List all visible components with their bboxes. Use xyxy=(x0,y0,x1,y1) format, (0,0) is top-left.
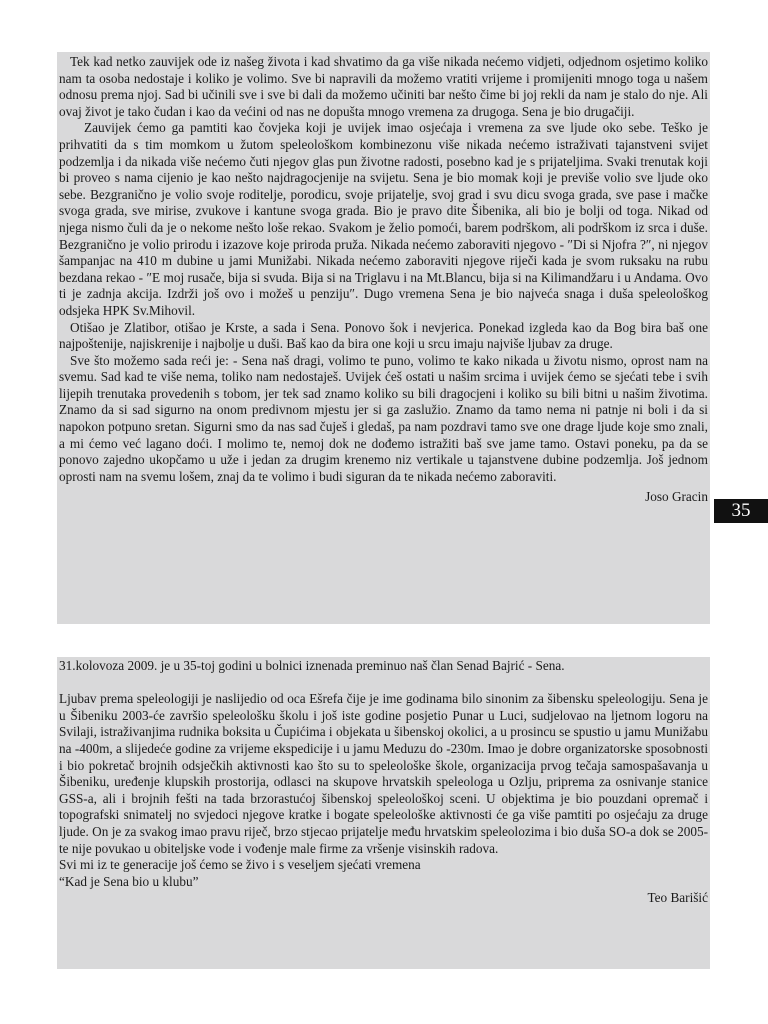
spacer xyxy=(59,675,708,692)
obituary-intro: 31.kolovoza 2009. je u 35-toj godini u bolnici iznenada preminuo naš član Senad Bajrić - Sena. xyxy=(59,658,565,673)
tribute-box-barisic xyxy=(57,657,710,969)
closing-quote: “Kad je Sena bio u klubu” xyxy=(59,873,199,889)
author-signature: Joso Gracin xyxy=(645,489,708,505)
closing-line: Svi mi iz te generacije još ćemo se živo i s veseljem sjećati vremena xyxy=(59,857,421,873)
paragraph: Tek kad netko zauvijek ode iz našeg života i kad shvatimo da ga više nikada nećemo vidjeti, odjednom osjetimo koliko nam ta osoba nedostaje i koliko je volimo. Sve bi napravili da možemo vratiti vrijeme i promijeniti mnogo toga u našem odnosu prema njoj. Sad bi učinili sve i sve bi dali da možemo učiniti bar nešto čime bi joj rekli da nam je stalo do nje. Ali ovaj život je tako čudan i kao da većini od nas ne dopušta mnogo vremena za drugoga. Sena je bio drugačiji. xyxy=(59,54,708,119)
paragraph: Zauvijek ćemo ga pamtiti kao čovjeka koji je uvijek imao osjećaja i vremena za sve ljude oko sebe. Teško je prihvatiti da s tim momkom u žutom speleološkom kombinezonu više nikada nećemo istraživati tajanstveni svijet podzemlja i da nikada više nećemo čuti njegov glas pun životne radosti, posebno kad je s prijateljima. Svaki trenutak koji bi proveo s nama cijenio je kao nešto najdragocjenije na svijetu. Sena je bio momak koji je previše volio sve ljude oko sebe. Bezgranično je volio svoje roditelje, porodicu, svoje prijatelje, svoj grad i svu dicu svoga grada, sve pase i mačke svoga grada, sve mirise, zvukove i kantune svoga grada. Bio je pravo dite Šibenika, ali bio je bolji od toga. Nikad od njega nismo čuli da je o nekome nešto loše rekao. Svakom je želio pomoći, barem podrškom, ali podrškom iz srca i duše. Bezgranično je volio prirodu i izazove koje priroda pruža. Nikada nećemo zaboraviti njegovo - ″Di si Njofra ?″, ni njegov šampanjac na 410 m dubine u jami Munižabi. Nikada nećemo zaboraviti njegove riječi kada je svom ruksaku na rubu bezdana rekao - ″E moj rusače, bija si svuda. Bija si na Triglavu i na Mt.Blancu, bija si na Kilimandžaru i u Andama. Ovo ti je zadnja akcija. Izdrži još ovo i možeš u penziju″. Dugo vremena Sena je bio najveća snaga i duša speleološkog odsjeka HPK Sv.Mihovil. xyxy=(59,120,708,318)
page-number: 35 xyxy=(714,499,768,523)
paragraph: Sve što možemo sada reći je: - Sena naš dragi, volimo te puno, volimo te kako nikada u životu nismo, oprost nam na svemu. Sad kad te više nema, toliko nam nedostaješ. Uvijek ćeš ostati u našim srcima i uvijek ćemo se sjećati tebe i svih lijepih trenutaka provedenih s tobom, jer tek sad znamo koliko su bili dragocjeni i koliko su bili bitni u našim životima. Znamo da si sad sigurno na onom predivnom mjestu jer si ga zaslužio. Znamo da tamo nema ni patnje ni boli i da si napokon potpuno sretan. Sigurni smo da nas sad čuješ i gledaš, pa nam pozdravi tamo sve one drage ljude koje smo znali, a mi ćemo već lagano doći. I molimo te, nemoj dok ne dođemo istražiti baš sve jame tamo. Ostavi poneku, pa da se ponovo zajedno ukopčamo u uže i jedan za drugim krenemo niz vertikale u tajanstvene dubine podzemlja. Još jednom oprosti nam na svemu lošem, znaj da te volimo i budi siguran da te nikada nećemo zaboraviti. xyxy=(59,352,708,484)
paragraph: Ljubav prema speleologiji je naslijedio od oca Ešrefa čije je ime godinama bilo sinonim za šibensku speleologiju. Sena je u Šibeniku 2003-će završio speleološku školu i još iste godine posjetio Punar u Luci, sudjelovao na ljetnom logoru na Svilaji, istraživanjima rudnika boksita u Čupićima i objekata u šibenskoj okolici, a u prosincu se spustio u jamu Munižabu na -400m, a slijedeće godine za vrijeme ekspedicije i u jamu Meduzu do -230m. Imao je dobre organizatorske sposobnosti i bio pokretač brojnih odsječkih aktivnosti kao što su to speleološke škole, organizacija prvog tečaja samospašavanja u Šibeniku, uređenje klupskih prostorija, odlasci na skupove hrvatskih speleologa u Ozlju, pripremа za osnivanje stanice GSS-a, ali i brojnih fešti na tada brzorastućoj šibenskoj speleološkoj sceni. U objektima je bio pouzdani opremač i topografski snimatelj no svjedoci njegove kratke i bogate speleološke aktivnosti će ga više pamtiti po osjećaju za druge ljude. On je za svakog imao pravu riječ, brzo stjecao prijatelje među hrvatskim speleolozima i bio duša SO-a dok se 2005-te nije povukao u obiteljske vode i vođenje male firme za vršenje visinskih radova. xyxy=(59,691,708,856)
tribute-box-gracin xyxy=(57,52,710,624)
paragraph: Otišao je Zlatibor, otišao je Krste, a sada i Sena. Ponovo šok i nevjerica. Ponekad izgleda kao da Bog bira baš one najpoštenije, najiskrenije i najbolje u duši. Baš kao da bira one koji u srcu imaju najviše ljubav za druge. xyxy=(59,319,708,352)
author-signature: Teo Barišić xyxy=(647,890,708,906)
